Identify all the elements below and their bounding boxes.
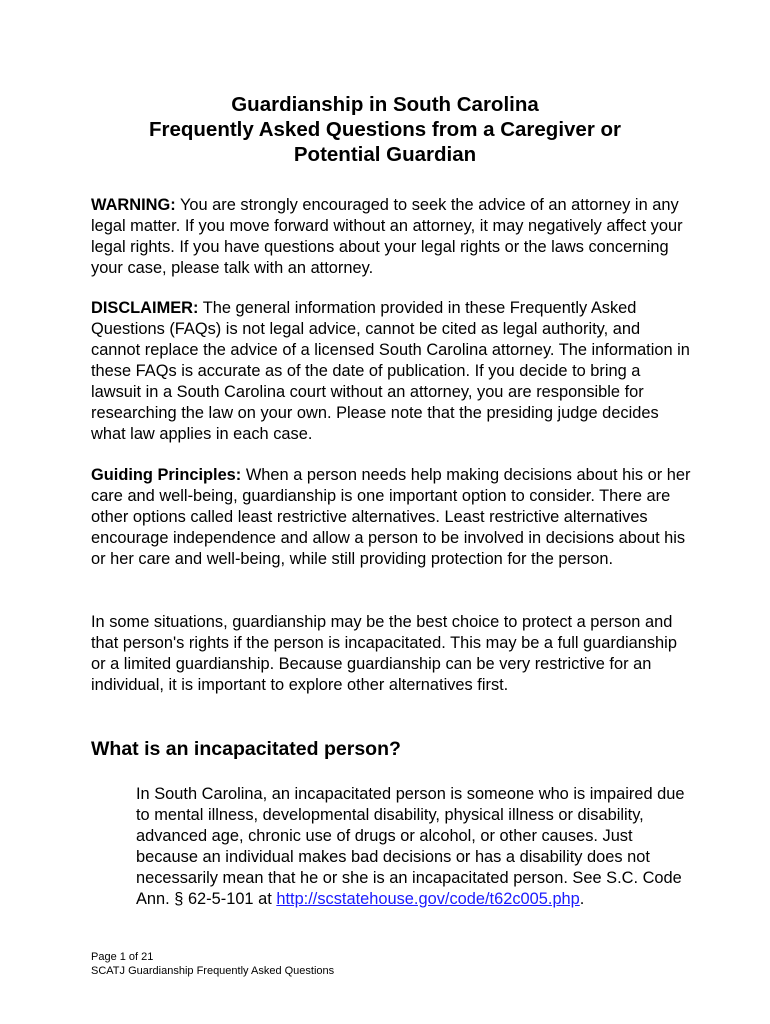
statute-link[interactable]: http://scstatehouse.gov/code/t62c005.php [276, 890, 580, 908]
disclaimer-paragraph [91, 298, 691, 445]
guiding-principles-label: Guiding Principles: [91, 466, 242, 484]
footer-doc-name: SCATJ Guardianship Frequently Asked Questions [91, 965, 335, 977]
title-line-2: Frequently Asked Questions from a Caregiver or [148, 118, 621, 141]
guiding-principles-paragraph [91, 465, 691, 570]
title-line-1: Guardianship in South Carolina [231, 93, 539, 116]
title-line-3: Potential Guardian [293, 143, 477, 166]
section-heading: What is an incapacitated person? [91, 738, 401, 760]
warning-text: You are strongly encouraged to seek the advice of an attorney in any legal matter. If you move forward without an attorney, it may negatively affect your legal rights. If you have questions about your legal rights or the laws concerning your case, please talk with an attorney. [91, 196, 683, 277]
disclaimer-text: The general information provided in these Frequently Asked Questions (FAQs) is not legal advice, cannot be cited as legal authority, and cannot replace the advice of a licensed South Carolina attorney. The information in these FAQs is accurate as of the date of publication. If you decide to bring a lawsuit in a South Carolina court without an attorney, you are responsible for researching the law on your own. Please note that the presiding judge decides what law applies in each case. [91, 299, 690, 443]
warning-paragraph [91, 195, 691, 279]
page-footer [91, 950, 334, 978]
warning-label: WARNING: [91, 196, 176, 214]
situations-paragraph: In some situations, guardianship may be the best choice to protect a person and that person's rights if the person is incapacitated. This may be a full guardianship or a limited guardianship. Because guardianship can be very restrictive for an individual, it is important to explore other alternatives first. [91, 613, 677, 694]
footer-page-number: Page 1 of 21 [91, 951, 154, 963]
section-answer-paragraph [136, 784, 696, 910]
answer-text: In South Carolina, an incapacitated person is someone who is impaired due to mental illness, developmental disability, physical illness or disability, advanced age, chronic use of drugs or alcohol, or other causes. Just because an individual makes bad decisions or has a disability does not necessarily mean that he or she is an incapacitated person. See S.C. Code Ann. § 62-5-101 at [136, 785, 685, 908]
answer-end: . [579, 890, 585, 908]
disclaimer-label: DISCLAIMER: [91, 299, 199, 317]
guiding-principles-text: When a person needs help making decisions about his or her care and well-being, guardianship is one important option to consider. There are other options called least restrictive alternatives. Least restrictive alternatives encourage independence and allow a person to be involved in decisions about his or her care and well-being, while still providing protection for the person. [91, 466, 691, 568]
document-title [60, 92, 710, 167]
